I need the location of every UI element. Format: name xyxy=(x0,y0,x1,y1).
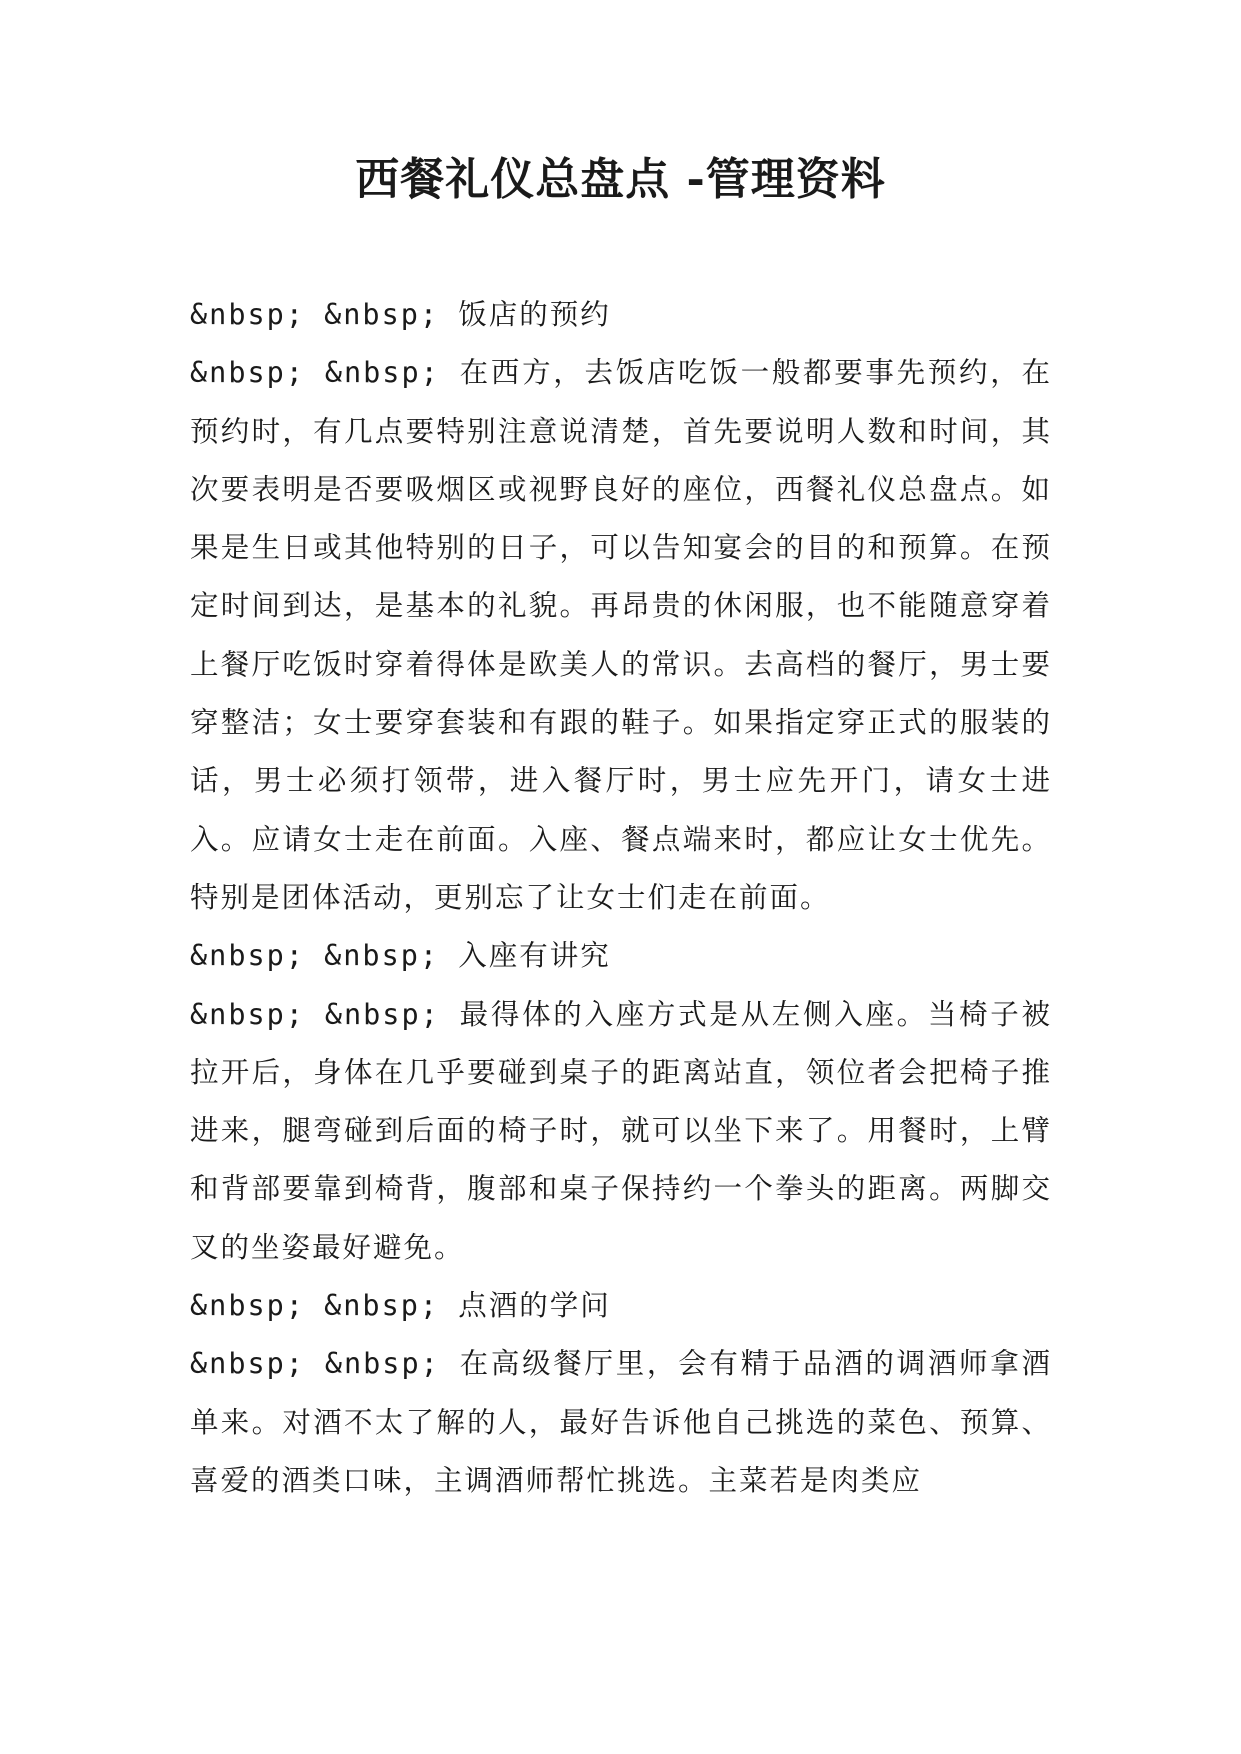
paragraph-seating: &nbsp; &nbsp; 最得体的入座方式是从左侧入座。当椅子被拉开后，身体在几乎要碰到桌子的距离站直，领位者会把椅子推进来，腿弯碰到后面的椅子时，就可以坐下来了。用餐时，上臂和背部要靠到椅背，腹部和桌子保持约一个拳头的距离。两脚交叉的坐姿最好避免。 xyxy=(190,997,1052,1264)
section-heading-seating: &nbsp; &nbsp; 入座有讲究 xyxy=(190,939,611,973)
document-body xyxy=(190,286,1052,1510)
section-heading-wine: &nbsp; &nbsp; 点酒的学问 xyxy=(190,1289,611,1323)
paragraph-wine: &nbsp; &nbsp; 在高级餐厅里，会有精于品酒的调酒师拿酒单来。对酒不太了解的人，最好告诉他自己挑选的菜色、预算、喜爱的酒类口味，主调酒师帮忙挑选。主菜若是肉类应 xyxy=(190,1347,1052,1497)
paragraph-reservation: &nbsp; &nbsp; 在西方，去饭店吃饭一般都要事先预约，在预约时，有几点要特别注意说清楚，首先要说明人数和时间，其次要表明是否要吸烟区或视野良好的座位，西餐礼仪总盘点。如果是生日或其他特别的日子，可以告知宴会的目的和预算。在预定时间到达，是基本的礼貌。再昂贵的休闲服，也不能随意穿着上餐厅吃饭时穿着得体是欧美人的常识。去高档的餐厅，男士要穿整洁；女士要穿套装和有跟的鞋子。如果指定穿正式的服装的话，男士必须打领带，进入餐厅时，男士应先开门，请女士进入。应请女士走在前面。入座、餐点端来时，都应让女士优先。特别是团体活动，更别忘了让女士们走在前面。 xyxy=(190,356,1052,914)
section-heading-reservation: &nbsp; &nbsp; 饭店的预约 xyxy=(190,298,611,331)
document-title: 西餐礼仪总盘点 -管理资料 xyxy=(355,154,886,205)
